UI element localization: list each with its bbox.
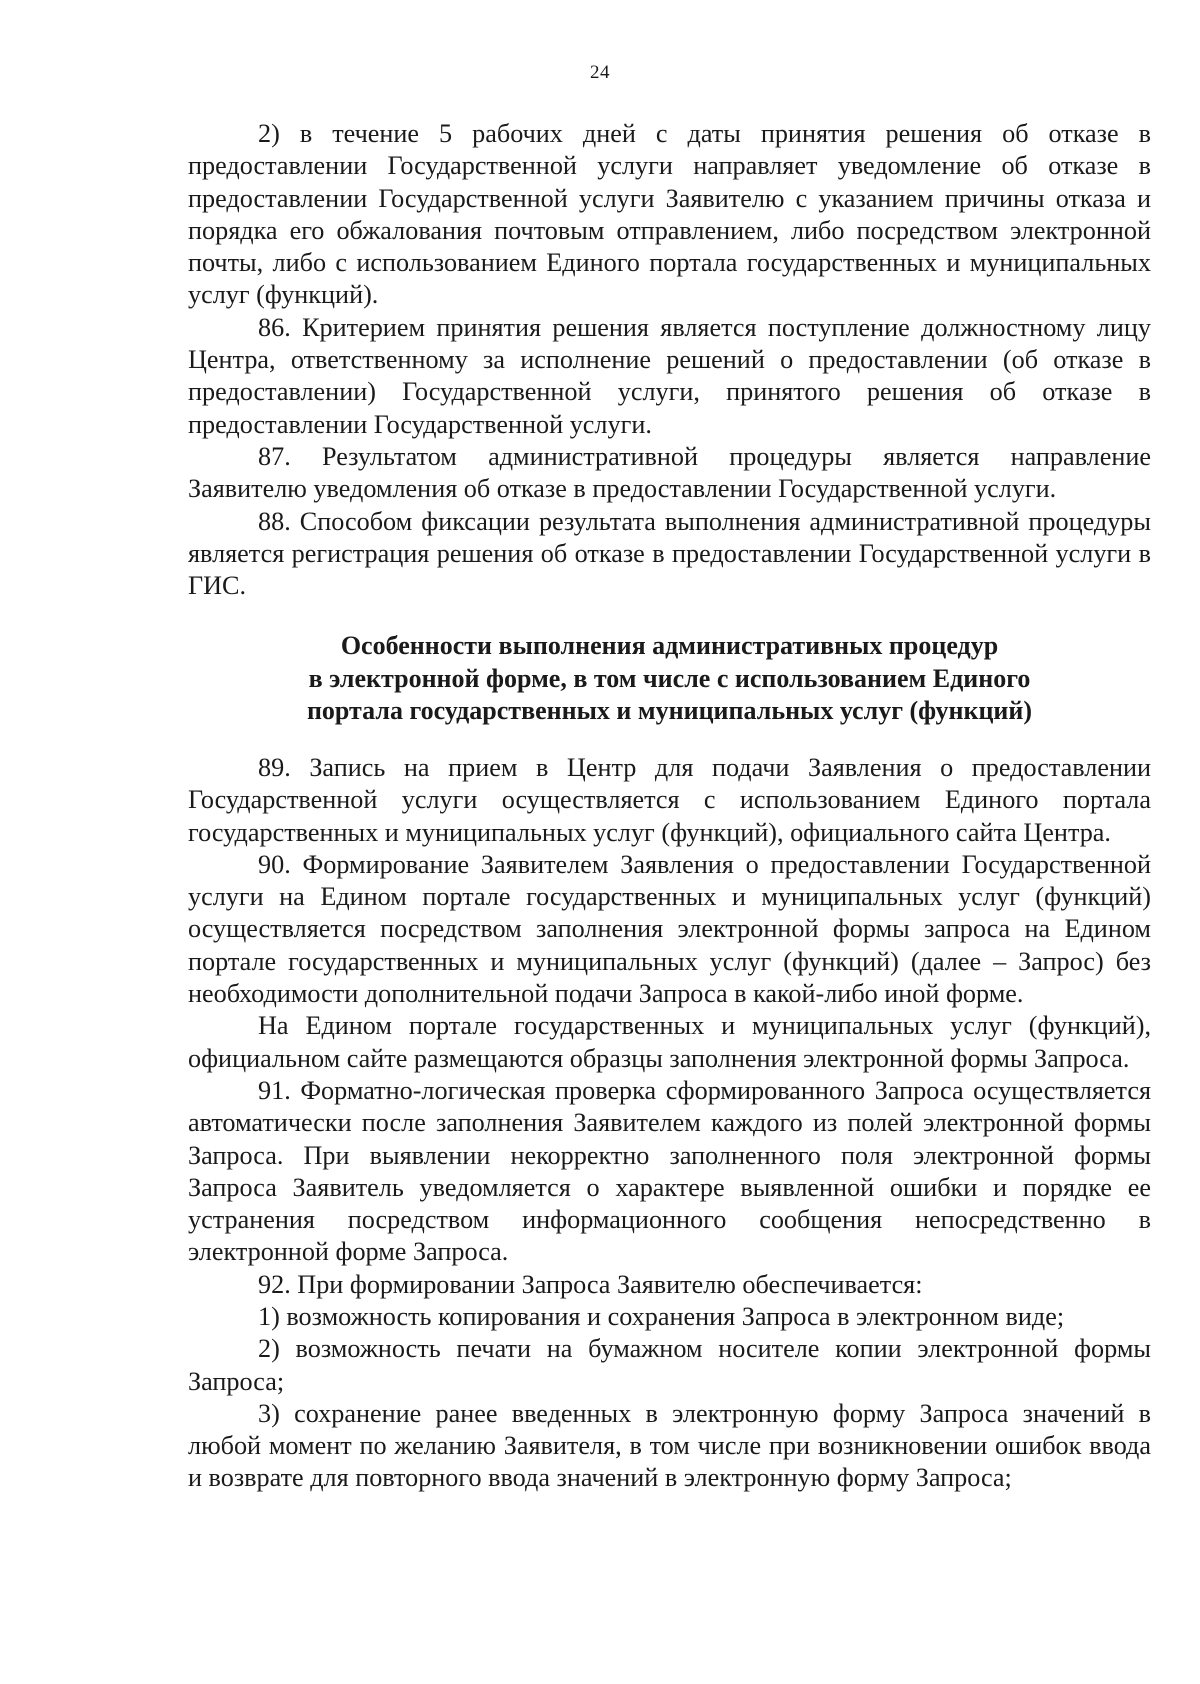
paragraph-92-item-1: 1) возможность копирования и сохранения Запроса в электронном виде; — [258, 1302, 1065, 1331]
paragraph-form-samples: На Едином портале государственных и муниципальных услуг (функций), официальном сайте размещаются образцы заполнения электронной формы Запроса. — [188, 1011, 1151, 1073]
paragraph-86-criterion: 86. Критерием принятия решения является поступление должностному лицу Центра, ответственному за исполнение решений о предоставлении (об отказе в предоставлении) Государственной услуги, принятого решения об отказе в предоставлении Государственной услуги. — [188, 312, 1151, 439]
section-heading-line-3: портала государственных и муниципальных услуг (функций) — [306, 696, 1033, 726]
section-heading-line-2: в электронной форме, в том числе с использованием Единого — [308, 663, 1031, 693]
section-heading — [188, 630, 1151, 728]
paragraph-87-result: 87. Результатом административной процедуры является направление Заявителю уведомления об отказе в предоставлении Государственной услуги. — [188, 441, 1151, 504]
page-number: 24 — [590, 62, 610, 83]
paragraph-91-format-check: 91. Форматно-логическая проверка сформированного Запроса осуществляется автоматически после заполнения Заявителем каждого из полей электронной формы Запроса. При выявлении некорректно заполненного поля электронной формы Запроса Заявитель уведомляется о характере выявленной ошибки и порядке ее устранения посредством информационного сообщения непосредственно в электронной форме Запроса. — [188, 1075, 1151, 1267]
paragraph-90-application-forming: 90. Формирование Заявителем Заявления о предоставлении Государственной услуги на Едином портале государственных и муниципальных услуг (функций) осуществляется посредством заполнения электронной формы запроса на Едином портале государственных и муниципальных услуг (функций) (далее – Запрос) без необходимости дополнительной подачи Запроса в какой-либо иной форме. — [188, 849, 1151, 1009]
paragraph-89-appointment: 89. Запись на прием в Центр для подачи Заявления о предоставлении Государственной услуги осуществляется с использованием Единого портала государственных и муниципальных услуг (функций), официального сайта Центра. — [188, 752, 1151, 847]
paragraph-92-item-3: 3) сохранение ранее введенных в электронную форму Запроса значений в любой момент по желанию Заявителя, в том числе при возникновении ошибок ввода и возврате для повторного ввода значений в электронную форму Запроса; — [188, 1398, 1151, 1493]
paragraph-item-2-refusal-notice: 2) в течение 5 рабочих дней с даты принятия решения об отказе в предоставлении Государственной услуги направляет уведомление об отказе в предоставлении Государственной услуги Заявителю с указанием причины отказа и порядка его обжалования почтовым отправлением, либо посредством электронной почты, либо с использованием Единого портала государственных и муниципальных услуг (функций). — [188, 119, 1151, 310]
paragraph-92-item-2: 2) возможность печати на бумажном носителе копии электронной формы Запроса; — [188, 1334, 1151, 1396]
paragraph-88-fixation: 88. Способом фиксации результата выполнения административной процедуры является регистрация решения об отказе в предоставлении Государственной услуги в ГИС. — [188, 506, 1151, 601]
paragraph-92-provisions: 92. При формировании Запроса Заявителю обеспечивается: — [258, 1269, 923, 1299]
section-heading-line-1: Особенности выполнения административных процедур — [340, 631, 999, 661]
document-body — [188, 118, 1151, 1495]
